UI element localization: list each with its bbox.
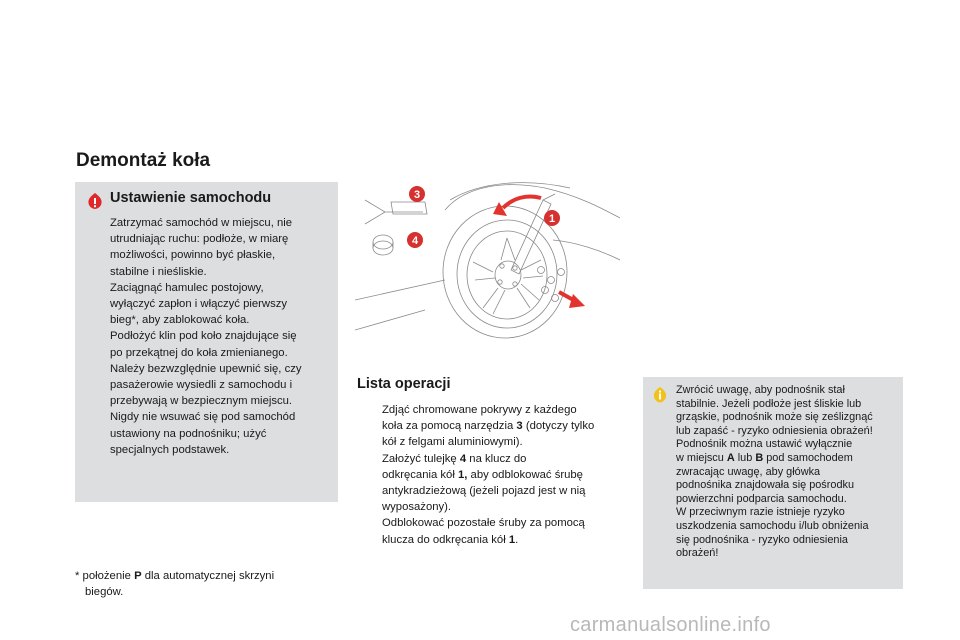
wheel-bolt [513, 282, 517, 286]
warning-title: Ustawienie samochodu [110, 190, 272, 206]
footnote [75, 568, 315, 600]
op-line [382, 483, 625, 499]
info-line: Podnośnik można ustawić wyłącznie [676, 438, 853, 451]
wheel-bolt [513, 266, 517, 270]
operations-title: Lista operacji [357, 376, 451, 392]
info-line: zwracając uwagę, aby główka [676, 465, 821, 478]
op-ref: 1, [457, 468, 468, 481]
op-text: antykradzieżową (jeżeli pojazd jest w nią [382, 485, 586, 498]
op-text: wyposażony). [382, 501, 452, 514]
warning-line: Podłożyć klin pod koło znajdujące się [110, 330, 297, 343]
op-ref: 4 [459, 452, 467, 465]
wheel-bolt [500, 264, 504, 268]
info-line: uszkodzenia samochodu i/lub obniżenia [676, 519, 869, 532]
info-line: lub zapaść - ryzyko odniesienia obrażeń! [676, 424, 873, 437]
wheel-illustration [355, 180, 620, 340]
warning-line: wyłączyć zapłon i włączyć pierwszy [110, 298, 288, 311]
info-line: powierzchni podparcia samochodu. [676, 492, 847, 505]
warning-line: utrudniając ruchu: podłoże, w miarę [110, 233, 289, 246]
warning-text [110, 215, 332, 458]
warning-line: po przekątnej do koła zmienianego. [110, 346, 288, 359]
info-line: się podnośnika - ryzyko odniesienia [676, 533, 848, 546]
spoke [501, 238, 515, 260]
wheel-bolt [498, 280, 502, 284]
op-line [382, 418, 625, 434]
floor-line [355, 280, 445, 300]
spoke [473, 262, 495, 280]
footnote-text-after: dla automatycznej skrzyni [141, 570, 275, 582]
info-line: W przeciwnym razie istnieje ryzyko [676, 506, 845, 519]
callout-4-label: 4 [411, 235, 419, 247]
op-line [382, 451, 625, 467]
op-ref: 1 [508, 533, 516, 546]
callout-1-label: 1 [548, 213, 556, 225]
operation-item [357, 515, 625, 547]
op-text: kół z felgami aluminiowymi). [382, 436, 523, 449]
info-text-run: lub [734, 451, 756, 464]
info-ref: B [755, 451, 764, 464]
op-line [382, 402, 625, 418]
watermark: carmanualsonline.info [570, 614, 771, 636]
footnote-text-before: położenie [82, 570, 135, 582]
op-line [382, 434, 625, 450]
rim [467, 231, 547, 319]
callout-3 [409, 186, 425, 202]
operations-list [357, 402, 625, 548]
op-line [382, 467, 625, 483]
op-text: Założyć tulejkę [382, 452, 460, 465]
body-line-lower [553, 240, 620, 260]
warning-icon [85, 191, 105, 211]
floor-line-2 [355, 310, 425, 330]
op-ref: 3 [516, 420, 523, 433]
op-line [382, 499, 625, 515]
op-text: klucza do odkręcania kół [382, 533, 509, 546]
op-line [382, 532, 625, 548]
op-line [382, 515, 625, 531]
page-title: Demontaż koła [76, 150, 211, 171]
wheel-wrench [511, 200, 551, 274]
removed-bolt [558, 269, 565, 276]
info-line: podnośnika znajdowała się pośrodku [676, 479, 854, 492]
tyre-inner [457, 220, 557, 328]
removed-bolt [538, 267, 545, 274]
warning-line: specjalnych podstawek. [110, 443, 230, 456]
spoke [517, 284, 539, 308]
info-line: grząskie, podnośnik może się ześlizgnąć [676, 411, 873, 424]
footnote-star: * [75, 570, 80, 582]
callout-3-label: 3 [413, 189, 421, 201]
info-line: Zwrócić uwagę, aby podnośnik stał [676, 384, 845, 396]
callout-1 [544, 210, 560, 226]
info-line: stabilnie. Jeżeli podłoże jest śliskie lub [676, 397, 862, 410]
op-text: na klucz do [466, 452, 527, 465]
warning-line: przebywają w bezpiecznym miejscu. [110, 395, 293, 408]
callout-4 [407, 232, 423, 248]
tyre [443, 206, 567, 338]
op-text: Zdjąć chromowane pokrywy z każdego [382, 404, 577, 416]
info-ref: A [726, 451, 735, 464]
footnote-bold: P [134, 570, 142, 582]
operation-item [357, 402, 625, 451]
warning-line: ustawiony na podnośniku; użyć [110, 427, 267, 440]
warning-line: możliwości, powinno być płaskie, [110, 249, 276, 262]
warning-line: Nigdy nie wsuwać się pod samochód [110, 411, 296, 424]
warning-box [75, 182, 338, 502]
spoke [483, 288, 505, 314]
op-text: (dotyczy tylko [522, 420, 595, 433]
warning-line: Należy bezwzględnie upewnić się, czy [110, 362, 302, 375]
op-text: odkręcania kół [382, 468, 458, 481]
removal-arrowhead [569, 294, 585, 308]
info-icon [651, 386, 669, 404]
socket-4 [373, 235, 393, 255]
warning-line: pasażerowie wysiedli z samochodu i [110, 379, 293, 392]
info-line [676, 452, 900, 466]
op-text: . [515, 533, 519, 546]
tool-3 [365, 200, 427, 224]
body-line [450, 183, 570, 200]
warning-line: bieg*, aby zablokować koła. [110, 314, 250, 327]
removed-bolt [548, 277, 555, 284]
info-text-run: pod samochodem [763, 451, 853, 464]
op-text: Odblokować pozostałe śruby za pomocą [382, 517, 585, 530]
operation-item [357, 451, 625, 516]
info-text [676, 384, 900, 561]
info-line: obrażeń! [676, 547, 719, 560]
warning-line: Zaciągnąć hamulec postojowy, [110, 281, 264, 294]
warning-line: Zatrzymać samochód w miejscu, nie [110, 217, 293, 229]
info-text-run: w miejscu [676, 451, 727, 464]
op-text: koła za pomocą narzędzia [382, 420, 517, 433]
footnote-line2: biegów. [85, 586, 124, 598]
warning-line: stabilne i nieśliskie. [110, 265, 207, 278]
op-text: aby odblokować śrubę [467, 468, 583, 481]
wrench-handle [543, 194, 555, 200]
removed-bolt [552, 295, 559, 302]
info-box [643, 377, 903, 589]
